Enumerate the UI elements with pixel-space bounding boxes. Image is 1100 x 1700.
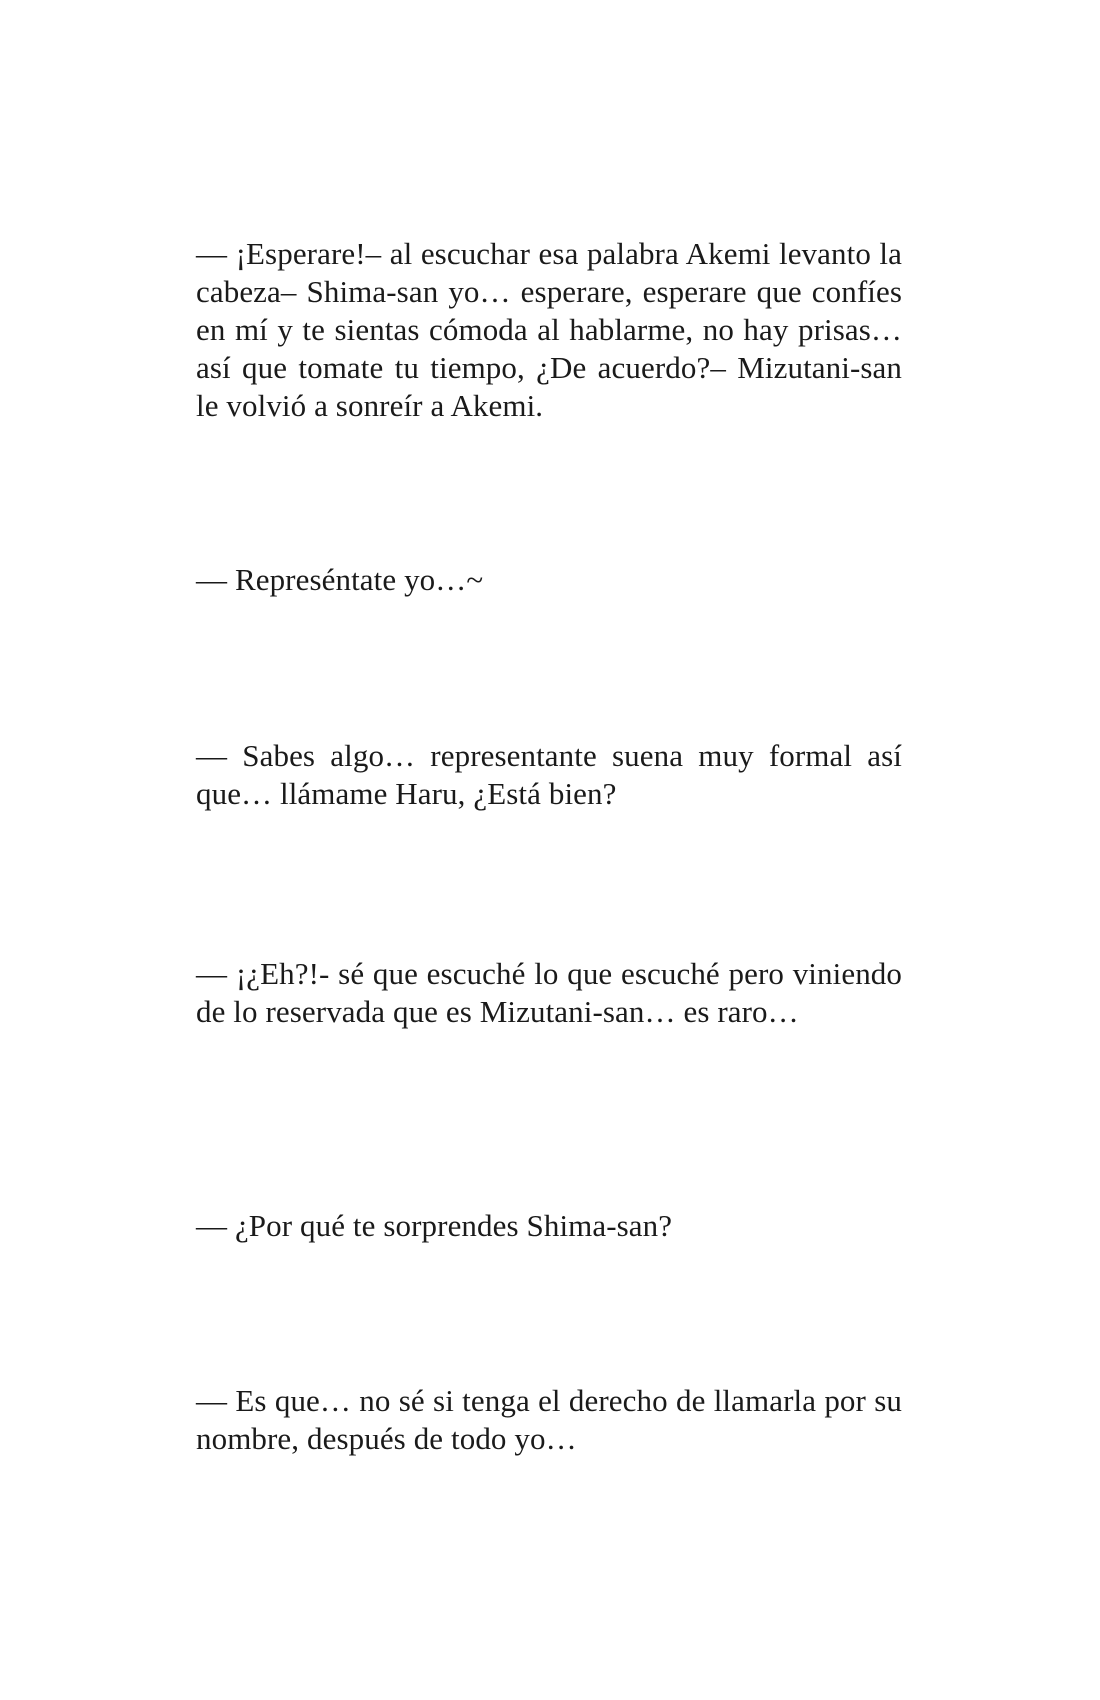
dialogue-paragraph-1: — ¡Esperare!– al escuchar esa palabra Akemi levanto la cabeza– Shima-san yo… esperare, esperare que confíes en mí y te sientas cómoda al hablarme, no hay prisas… así que tomate tu tiempo, ¿De acuerdo?– Mizutani-san le volvió a sonreír a Akemi. (196, 236, 902, 423)
dialogue-paragraph-6: — Es que… no sé si tenga el derecho de llamarla por su nombre, después de todo yo… (196, 1383, 902, 1456)
dialogue-paragraph-3: — Sabes algo… representante suena muy formal así que… llámame Haru, ¿Está bien? (196, 738, 902, 811)
dialogue-paragraph-5: — ¿Por qué te sorprendes Shima-san? (196, 1208, 673, 1243)
dialogue-paragraph-2: — Represéntate yo…~ (196, 562, 484, 597)
dialogue-paragraph-4: — ¡¿Eh?!- sé que escuché lo que escuché pero viniendo de lo reservada que es Mizutani-san… es raro… (196, 956, 902, 1029)
